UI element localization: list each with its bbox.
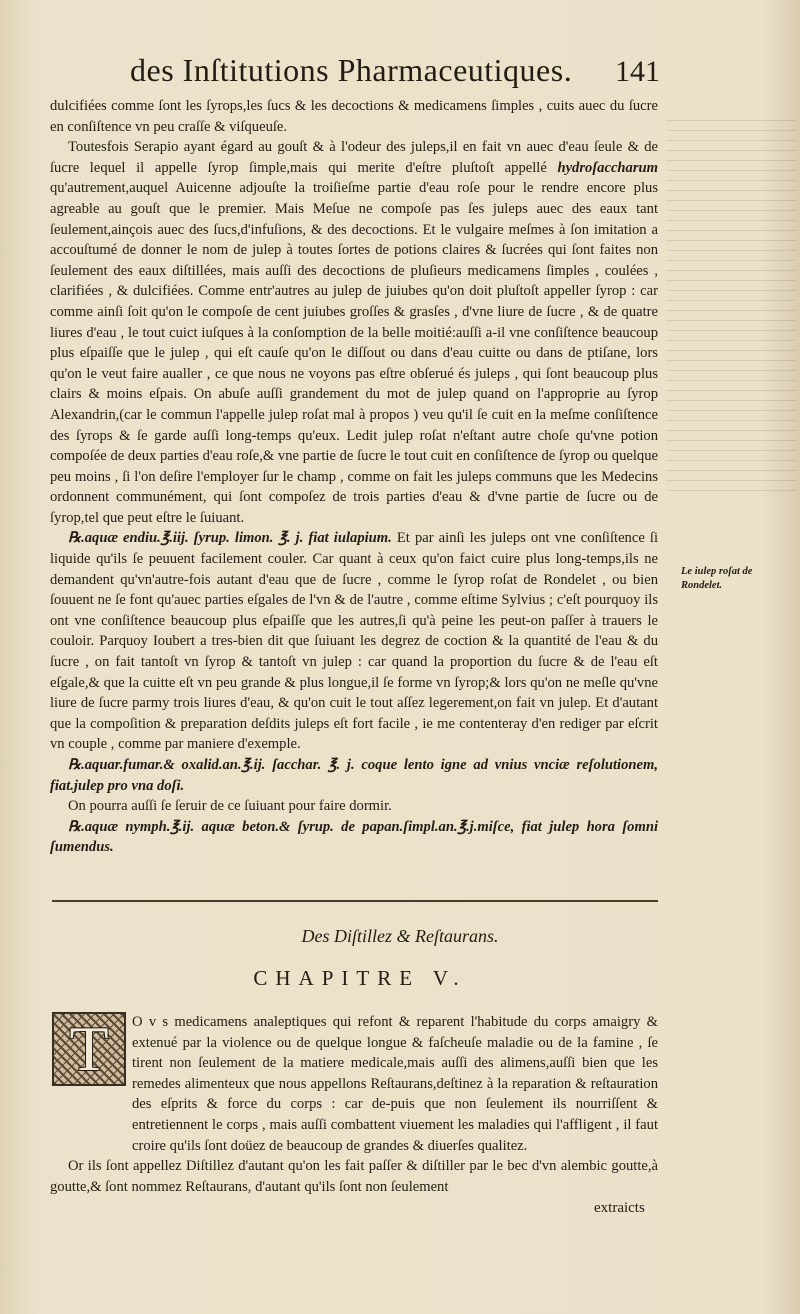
chapter-paragraph-2: Or ils ſont appellez Diſtillez d'autant qu'on les fait paſſer & diſtiller par le bec d'vn alembic goutte,à goutte,& ſont nommez Reſtaurans, d'autant qu'ils ſont non ſeulement xyxy=(50,1158,658,1195)
paragraph-3-text: Et par ainſi les juleps ont vne conſiſtence ſi liquide qu'ils ſe peuuent facilement couler. Car quant à ceux qu'on faict cuire plus long-temps,ils ne demandent qu'vn'autre-fois autant d'eau que de ſucre , comme le ſyrop roſat de Rondelet , ou bien ſouuent ne ſe font qu'auec parties eſgales de l'vn & de l'autre , comme eſtime Sylvius ; c'eſt pourquoy ils ont vne conſiſtence beaucoup plus eſpaiſſe que les autres,ſi qu'à peine les peut-on paſſer à trauers le couloir. Parquoy Ioubert a tres-bien dit que ſuiuant les degrez de coction & la quantité de l'eau & du ſucre , on fait tantoſt vn ſyrop & tantoſt vn julep : car quand la proportion du ſucre & de l'eau eſt eſgale,& que la cuitte eſt vn peu grande & plus longue,il ſe forme vn ſyrop;& lors qu'on ne meſle qu'vne liure de ſucre parmy trois liures d'eau, & qu'on cuit le tout aſſez legerement,on fait vn julep. Et d'autant que la compoſition & preparation deſdits juleps eſt fort facile , ie me contenteray d'en rediger par eſcrit vn couple , comme par maniere d'exemple. xyxy=(50,530,658,753)
bleed-through-texture xyxy=(666,120,796,500)
paragraph-2-part-a: Toutesfois Serapio ayant égard au gouſt & à l'odeur des juleps,il en fait vn auec d'eau ſeule & de ſucre lequel il appelle ſyrop ſimple,mais qui merite d'eſtre pluſtoſt appellé xyxy=(50,139,658,176)
recipe-3: ℞.aquæ nymph.℥.ij. aquæ beton.& ſyrup. de papan.ſimpl.an.℥.j.miſce, fiat julep hora ſomni ſumendus. xyxy=(50,818,658,856)
chapter-paragraph-1 xyxy=(50,1012,658,1156)
section-subtitle: Des Diſtillez & Reſtaurans. xyxy=(301,926,499,946)
chapter-text xyxy=(50,1012,658,1197)
recipe-2: ℞.aquar.fumar.& oxalid.an.℥.ij. ſacchar. ℥. j. coque lento igne ad vnius vnciæ reſolutionem, fiat.julep pro vna doſi. xyxy=(50,757,658,794)
main-text xyxy=(50,96,658,858)
term-hydrosaccharum: hydroſaccharum xyxy=(557,159,658,176)
margin-note: Le iulep roſat de Rondelet. xyxy=(681,566,753,591)
paragraph-1: dulcifiées comme ſont les ſyrops,les ſucs & les decoctions & medicamens ſimples , cuits auec du ſucre en conſiſtence vn peu craſſe & viſqueuſe. xyxy=(50,98,658,135)
paragraph-4: On pourra auſſi ſe ſeruir de ce ſuiuant pour faire dormir. xyxy=(68,798,392,815)
paragraph-2 xyxy=(50,137,658,528)
chapter-paragraph-1-text: O v s medicamens analeptiques qui refont & reparent l'habitude du corps amaigry & extenué par la violence ou de quelque longue & faſcheuſe maladie ou de la famine , ſe tirent non ſeulement de la matiere medicale,mais auſſi des alimens,auſſi bien que les remedes alimenteux que nous appellons Reſtaurans,deſtinez à la reparation & reſtauration des eſprits & force du corps : car de-puis que non ſeulement ils nourriſſent & entretiennent le corps , mais auſſi combattent viuement les maladies qui l'affligent , il faut croire qu'ils ſont doüez de beaucoup de grandes & diuerſes qualitez. xyxy=(132,1014,658,1154)
recipe-1: ℞.aquæ endiu.℥.iij. ſyrup. limon. ℥. j. fiat iulapium. xyxy=(68,530,392,547)
running-title: des Inſtitutions Pharmaceutiques. xyxy=(130,52,573,88)
ornamental-drop-cap xyxy=(52,1012,126,1086)
paragraph-3 xyxy=(50,528,658,755)
section-divider xyxy=(52,900,658,904)
page-number: 141 xyxy=(615,55,660,88)
page-header xyxy=(130,52,660,89)
paragraph-2-part-b: qu'autrement,auquel Auicenne adjouſte la troiſieſme partie d'eau roſe pour le rendre encore plus agreable au gouſt que le premier. Mais Meſue ne compoſe pas ſes juleps auec des eaux tant ſeulement,ainçois auec des ſucs,d'infuſions, & des decoctions. Et le vulgaire meſmes à ſon imitation a accouſtumé de donner le nom de julep à toutes ſortes de potions claires & ſucrées qui ſont faites non ſeulement des eaux diſtillées, mais auſſi des decoctions de pluſieurs medicamens ſimples , coulées , clarifiées , & dulcifiées. Comme entr'autres au julep de juiubes qu'on doit pluſtoſt appeller ſyrop : car comme ainſi ſoit qu'on le compoſe de cent juiubes groſſes & grasſes , d'vne liure de ſucre , & de quatre liures d'eau , le tout cuict iuſques à la conſomption de la belle moitié:auſſi a-il vne conſiſtence beaucoup plus eſpaiſſe que le julep , qui eſt cauſe qu'on le diſſout ou dans d'eau cuitte ou dans de ptiſane, lors qu'on le veut faire aualler , ce que nous ne voyons pas eſtre obſerué és juleps , qui ſont beaucoup plus clairs & moins eſpais. On abuſe auſſi grandement du mot de julep quand on l'approprie au ſyrop Alexandrin,(car le commun l'appelle julep roſat mal à propos ) veu qu'il ſe cuit en la meſme conſiſtence des ſyrops & ſe garde auſſi long-temps qu'eux. Ledit julep roſat n'eſtant autre choſe qu'vne potion compoſée de deux parties d'eau roſe,& vne partie de ſucre le tout cuit en conſiſtence de ſyrop ou quelque peu moins , ſi l'on deſire l'employer ſur le champ , comme on fait les juleps communs que les Medecins ordonnent communément, qui ſont compoſez de trois parties d'eau & d'vne partie de ſucre ou de ſyrop,tel que peut eſtre le ſuiuant. xyxy=(50,180,658,526)
drop-cap-letter: T xyxy=(69,1013,109,1084)
chapter-heading: CHAPITRE V. xyxy=(253,966,467,990)
catchword: extraicts xyxy=(594,1200,645,1216)
